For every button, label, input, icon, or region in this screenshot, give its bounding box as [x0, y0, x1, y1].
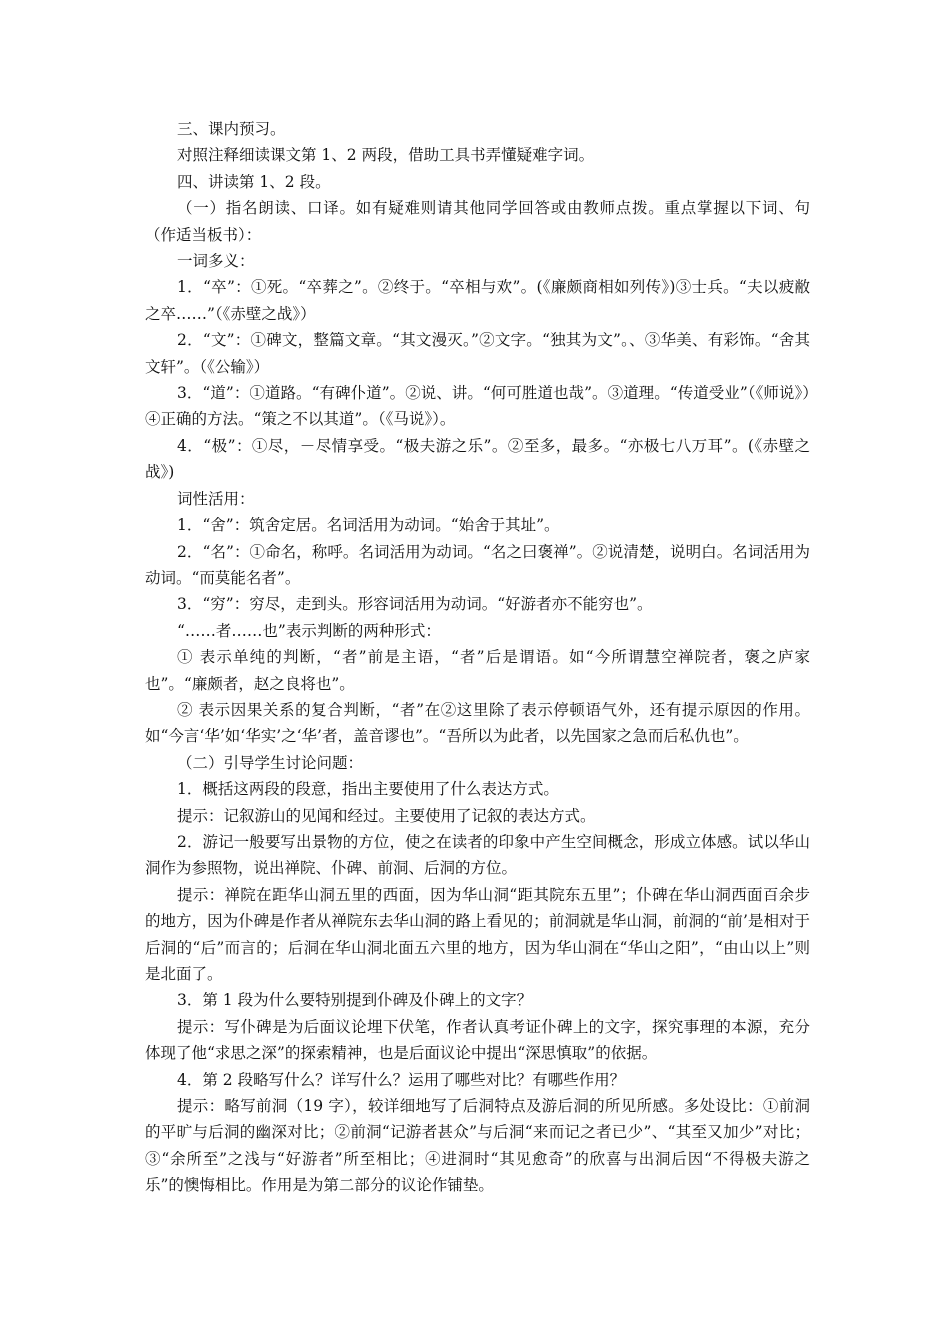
question: 2．游记一般要写出景物的方位，使之在读者的印象中产生空间概念，形成立体感。试以华山洞作为参照物，说出禅院、仆碑、前洞、后洞的方位。: [145, 832, 810, 878]
answer-hint: 提示：记叙游山的见闻和经过。主要使用了记叙的表达方式。: [177, 806, 596, 825]
list-item: 1．“卒”：①死。“卒葬之”。②终于。“卒相与欢”。(《廉颇商相如列传》)③士兵。“夫以疲敝之卒……”（《赤壁之战》）: [145, 278, 810, 323]
list-item: 2．“文”：①碑文，整篇文章。“其文漫灭。”②文字。“独其为文”。、③华美、有彩饰。“舍其文轩”。（《公输》）: [145, 331, 810, 376]
section-heading-lecture: 四、讲读第 1、2 段。: [177, 172, 331, 191]
list-item: 4．“极”：①尽，－尽情享受。“极夫游之乐”。②至多，最多。“亦极七八万耳”。(《赤壁之战》): [145, 436, 810, 482]
list-item: ② 表示因果关系的复合判断，“者”在②这里除了表示停顿语气外，还有提示原因的作用。如“今言‘华’如‘华实’之‘华’者，盖音谬也”。“吾所以为此者，以先国家之急而后私仇也”。: [145, 700, 810, 746]
question: 4．第 2 段略写什么？详写什么？运用了哪些对比？有哪些作用？: [177, 1070, 626, 1089]
question: 1．概括这两段的段意，指出主要使用了什么表达方式。: [177, 780, 559, 799]
paragraph: （一）指名朗读、口译。如有疑难则请其他同学回答或由教师点拨。重点掌握以下词、句（作适当板书）：: [145, 199, 810, 244]
subheading-discussion: （二）引导学生讨论问题：: [177, 753, 364, 772]
section-heading-preview: 三、课内预习。: [177, 120, 286, 138]
question: 3．第 1 段为什么要特别提到仆碑及仆碑上的文字？: [177, 991, 533, 1010]
list-item: 3．“穷”：穷尽，走到头。形容词活用为动词。“好游者亦不能穷也”。: [177, 595, 653, 614]
answer-hint: 提示：写仆碑是为后面议论埋下伏笔，作者认真考证仆碑上的文字，探究事理的本源，充分体现了他“求思之深”的探索精神，也是后面议论中提出“深思慎取”的依据。: [145, 1017, 810, 1063]
list-item: 1．“舍”：筑舍定居。名词活用为动词。“始舍于其址”。: [177, 516, 560, 535]
answer-hint: 提示：略写前洞（19 字），较详细地写了后洞特点及游后洞的所见所感。多处设比：①前洞的平旷与后洞的幽深对比；②前洞“记游者甚众”与后洞“来而记之者已少”、“其至又加少”对比；③“余所至”之浅与“好游者”所至相比；④进洞时“其见愈奇”的欣喜与出洞后因“不得极夫游之乐”的懊悔相比。作用是为第二部分的议论作铺垫。: [145, 1097, 810, 1195]
answer-hint: 提示：禅院在距华山洞五里的西面，因为华山洞“距其院东五里”；仆碑在华山洞西面百余步的地方，因为仆碑是作者从禅院东去华山洞的路上看见的；前洞就是华山洞，前洞的“前’是相对于后洞的“后”而言的；后洞在华山洞北面五六里的地方，因为华山洞在“华山之阳”，“由山以上”则是北面了。: [145, 885, 810, 983]
list-item: ① 表示单纯的判断，“者”前是主语，“者”后是谓语。如“今所谓慧空禅院者，褒之庐家也”。“廉颇者，赵之良将也”。: [145, 648, 810, 693]
paragraph: 对照注释细读课文第 1、2 两段，借助工具书弄懂疑难字词。: [177, 146, 595, 165]
subheading-word-class: 词性活用：: [177, 489, 255, 508]
list-item: 2．“名”：①命名，称呼。名词活用为动词。“名之曰褒禅”。②说清楚，说明白。名词活用为动词。“而莫能名者”。: [145, 542, 810, 587]
list-item: 3．“道”：①道路。“有碑仆道”。②说、讲。“何可胜道也哉”。③道理。“传道受业”（《师说》）④正确的方法。“策之不以其道”。（《马说》）。: [145, 384, 810, 429]
document-body: [145, 116, 810, 1199]
subheading-judgment: “……者……也”表示判断的两种形式：: [177, 621, 441, 640]
subheading-polysemy: 一词多义：: [177, 252, 255, 271]
